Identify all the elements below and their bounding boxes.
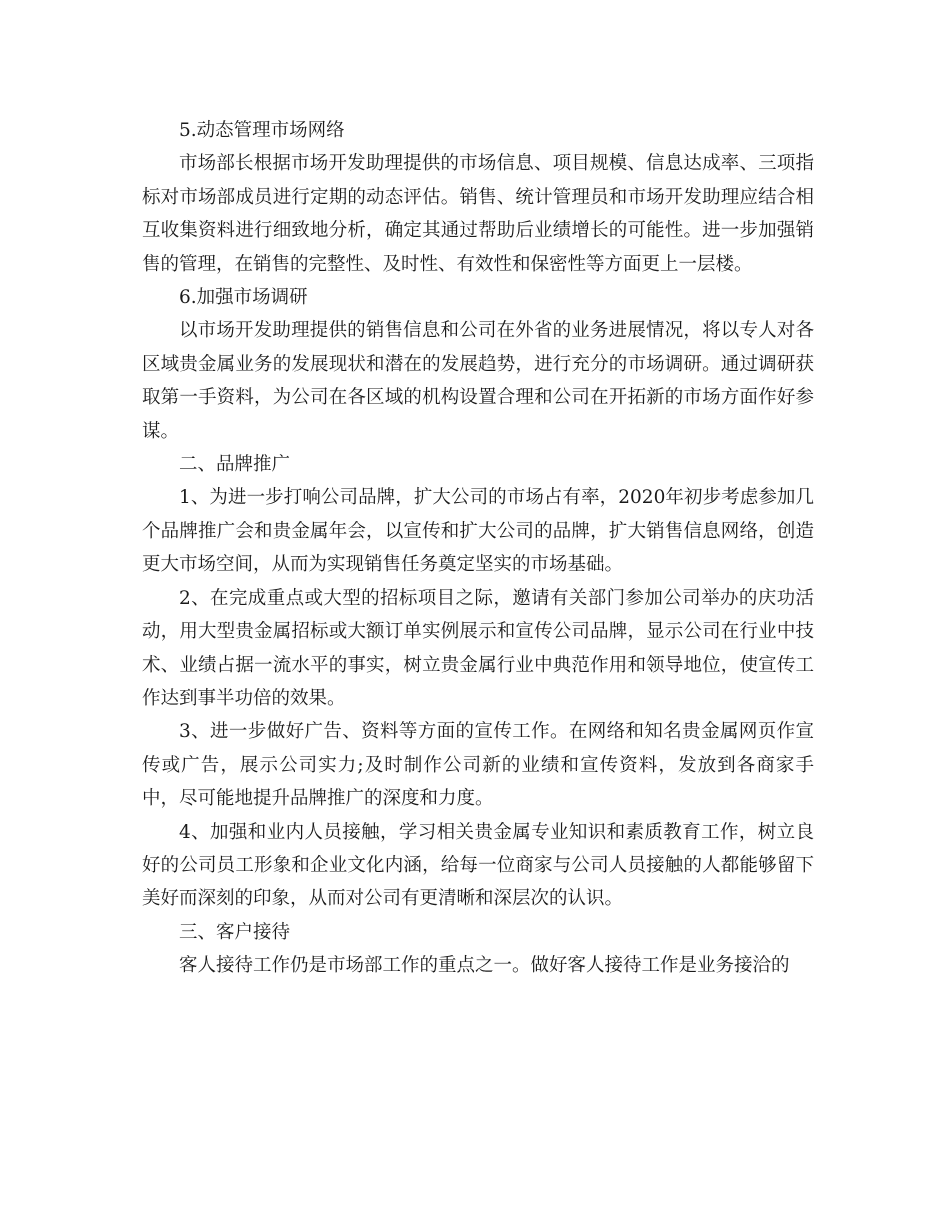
section-heading-brand-promotion: 二、品牌推广 xyxy=(179,454,291,476)
paragraph-brand-item-4: 4、加强和业内人员接触，学习相关贵金属专业知识和素质教育工作，树立良好的公司员工形象和企业文化内涵，给每一位商家与公司人员接触的人都能够留下美好而深刻的印象，从而对公司有更清晰和深层次的认识。 xyxy=(142,821,814,910)
paragraph-market-research: 以市场开发助理提供的销售信息和公司在外省的业务进展情况，将以专人对各区域贵金属业务的发展现状和潜在的发展趋势，进行充分的市场调研。通过调研获取第一手资料，为公司在各区域的机构设置合理和公司在开拓新的市场方面作好参谋。 xyxy=(142,320,814,442)
section-heading-market-research: 6.加强市场调研 xyxy=(179,287,308,309)
document-body xyxy=(142,114,814,983)
paragraph-brand-item-3: 3、进一步做好广告、资料等方面的宣传工作。在网络和知名贵金属网页作宣传或广告，展示公司实力;及时制作公司新的业绩和宣传资料，发放到各商家手中，尽可能地提升品牌推广的深度和力度。 xyxy=(142,721,814,810)
paragraph-dynamic-evaluation: 市场部长根据市场开发助理提供的市场信息、项目规模、信息达成率、三项指标对市场部成员进行定期的动态评估。销售、统计管理员和市场开发助理应结合相互收集资料进行细致地分析，确定其通过帮助后业绩增长的可能性。进一步加强销售的管理，在销售的完整性、及时性、有效性和保密性等方面更上一层楼。 xyxy=(142,153,814,275)
section-heading-customer-reception: 三、客户接待 xyxy=(179,921,291,943)
paragraph-brand-item-1: 1、为进一步打响公司品牌，扩大公司的市场占有率，2020年初步考虑参加几个品牌推广会和贵金属年会，以宣传和扩大公司的品牌，扩大销售信息网络，创造更大市场空间，从而为实现销售任务奠定坚实的市场基础。 xyxy=(142,487,814,576)
paragraph-customer-reception: 客人接待工作仍是市场部工作的重点之一。做好客人接待工作是业务接洽的 xyxy=(179,955,790,977)
section-heading-dynamic-market-network: 5.动态管理市场网络 xyxy=(179,120,345,141)
paragraph-brand-item-2: 2、在完成重点或大型的招标项目之际，邀请有关部门参加公司举办的庆功活动，用大型贵金属招标或大额订单实例展示和宣传公司品牌，显示公司在行业中技术、业绩占据一流水平的事实，树立贵金属行业中典范作用和领导地位，使宣传工作达到事半功倍的效果。 xyxy=(142,587,814,709)
